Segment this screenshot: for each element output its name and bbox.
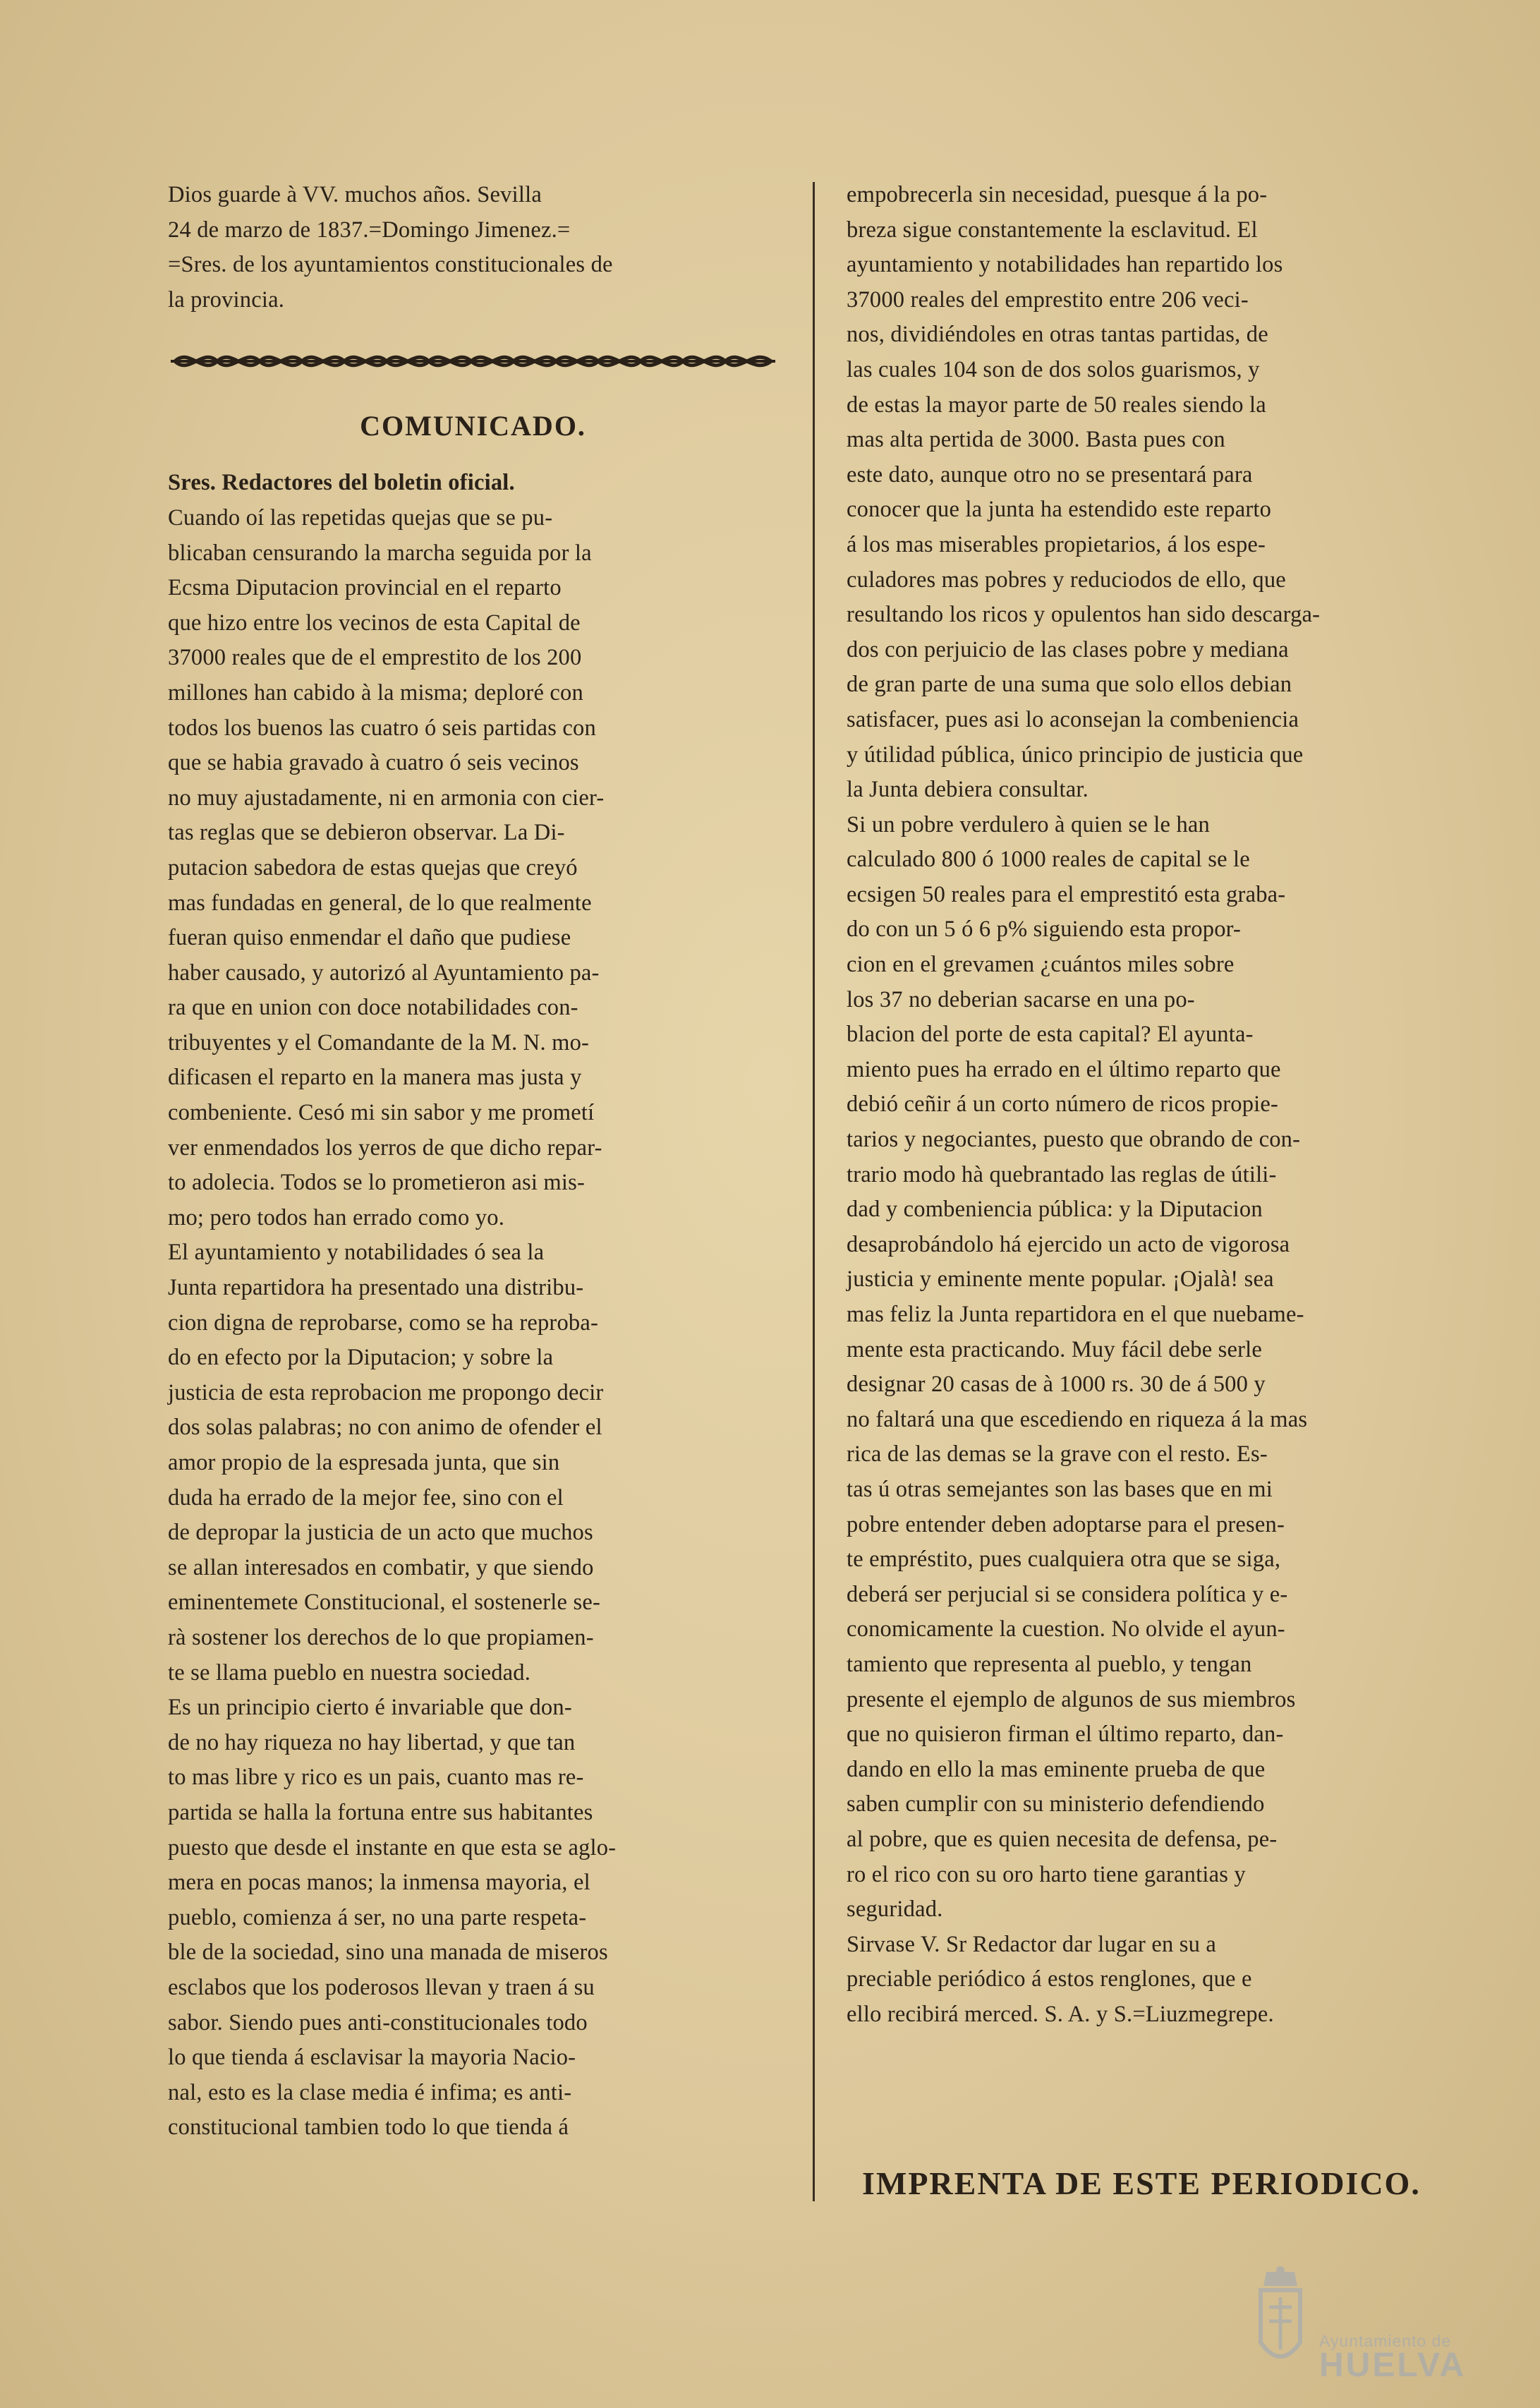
text-line: haber causado, y autorizó al Ayuntamiento pa- bbox=[168, 960, 600, 986]
text-line: combeniente. Cesó mi sin sabor y me prometí bbox=[168, 1100, 595, 1126]
right-column bbox=[847, 178, 1460, 2032]
text-line: cion digna de reprobarse, como se ha reproba- bbox=[168, 1309, 598, 1336]
text-line: pobre entender deben adoptarse para el presen- bbox=[847, 1511, 1285, 1537]
text-line: Junta repartidora ha presentado una distribu- bbox=[168, 1275, 584, 1301]
text-line: de estas la mayor parte de 50 reales siendo la bbox=[847, 392, 1266, 418]
text-line: ello recibirá merced. S. A. y S.=Liuzmegrepe. bbox=[847, 2001, 1274, 2027]
text-line: ra que en union con doce notabilidades con- bbox=[168, 995, 578, 1021]
text-line: todos los buenos las cuatro ó seis partidas con bbox=[168, 715, 596, 741]
text-line: duda ha errado de la mejor fee, sino con el bbox=[168, 1484, 564, 1511]
text-line: tribuyentes y el Comandante de la M. N. mo- bbox=[168, 1029, 590, 1055]
text-line: Dios guarde à VV. muchos años. Sevilla bbox=[168, 182, 542, 207]
text-line: no faltará una que escediendo en riqueza á la mas bbox=[847, 1406, 1308, 1432]
text-line: Es un principio cierto é invariable que don- bbox=[168, 1695, 572, 1721]
text-line: rica de las demas se la grave con el resto. Es- bbox=[847, 1441, 1268, 1468]
text-line: pueblo, comienza á ser, no una parte respeta- bbox=[168, 1904, 587, 1930]
text-line: de depropar la justicia de un acto que muchos bbox=[168, 1520, 593, 1546]
text-line: ecsigen 50 reales para el emprestitó esta graba- bbox=[847, 881, 1286, 907]
text-line: tas reglas que se debieron observar. La Di- bbox=[168, 820, 565, 846]
text-line: empobrecerla sin necesidad, puesque á la po- bbox=[847, 182, 1268, 207]
text-line: desaprobándolo há ejercido un acto de vigorosa bbox=[847, 1231, 1290, 1257]
text-line: la provincia. bbox=[168, 286, 285, 313]
text-line: sabor. Siendo pues anti-constitucionales todo bbox=[168, 2009, 588, 2035]
text-line: fueran quiso enmendar el daño que pudiese bbox=[168, 925, 571, 951]
text-line: ayuntamiento y notabilidades han repartido los bbox=[847, 252, 1283, 278]
left-body-text bbox=[168, 466, 778, 2146]
text-line: cion en el grevamen ¿cuántos miles sobre bbox=[847, 952, 1235, 978]
text-line: 37000 reales que de el emprestito de los 200 bbox=[168, 645, 582, 671]
text-line: preciable periódico á estos renglones, que e bbox=[847, 1966, 1252, 1992]
text-line: seguridad. bbox=[847, 1896, 943, 1923]
text-line: los 37 no deberian sacarse en una po- bbox=[847, 986, 1195, 1012]
text-line: que hizo entre los vecinos de esta Capital de bbox=[168, 610, 581, 636]
text-line: satisfacer, pues asi lo aconsejan la combeniencia bbox=[847, 706, 1299, 732]
heading-comunicado: COMUNICADO. bbox=[360, 410, 586, 442]
text-line: que se habia gravado à cuatro ó seis vecinos bbox=[168, 750, 579, 776]
left-column bbox=[168, 178, 778, 2146]
text-line: justicia y eminente mente popular. ¡Ojalà! sea bbox=[847, 1266, 1274, 1293]
text-line: eminentemete Constitucional, el sostenerle se- bbox=[168, 1590, 600, 1616]
right-body-text bbox=[847, 178, 1460, 2032]
text-line: de gran parte de una suma que solo ellos debian bbox=[847, 672, 1292, 698]
text-line: to adolecia. Todos se lo prometieron asi mis- bbox=[168, 1170, 586, 1196]
text-line: dando en ello la mas eminente prueba de que bbox=[847, 1756, 1266, 1782]
text-line: Sirvase V. Sr Redactor dar lugar en su a bbox=[847, 1931, 1216, 1957]
text-line: de no hay riqueza no hay libertad, y que tan bbox=[168, 1729, 576, 1755]
text-line: culadores mas pobres y reduciodos de ello, que bbox=[847, 567, 1286, 593]
text-line: mente esta practicando. Muy fácil debe serle bbox=[847, 1336, 1263, 1362]
text-line: al pobre, que es quien necesita de defensa, pe- bbox=[847, 1826, 1278, 1852]
text-line: breza sigue constantemente la esclavitud. El bbox=[847, 217, 1258, 243]
text-line: esclabos que los poderosos llevan y traen á su bbox=[168, 1974, 595, 2000]
text-line: conocer que la junta ha estendido este reparto bbox=[847, 497, 1272, 523]
text-line: rà sostener los derechos de lo que propiamen- bbox=[168, 1624, 594, 1650]
text-line: te empréstito, pues cualquiera otra que se siga, bbox=[847, 1547, 1281, 1573]
coat-of-arms-icon bbox=[1252, 2265, 1309, 2385]
text-line: ble de la sociedad, sino una manada de miseros bbox=[168, 1940, 608, 1966]
archive-watermark bbox=[1252, 2261, 1492, 2388]
text-line: do con un 5 ó 6 p% siguiendo esta propor- bbox=[847, 916, 1242, 943]
text-line: ro el rico con su oro harto tiene garantias y bbox=[847, 1861, 1246, 1887]
text-line: y útilidad pública, único principio de justicia que bbox=[847, 742, 1304, 768]
decorative-ornament-rule bbox=[168, 346, 778, 377]
text-line: la Junta debiera consultar. bbox=[847, 777, 1089, 803]
column-divider bbox=[813, 182, 815, 2201]
text-line: mo; pero todos han errado como yo. bbox=[168, 1204, 505, 1230]
text-line: lo que tienda á esclavisar la mayoria Nacio- bbox=[168, 2045, 576, 2071]
text-line: amor propio de la espresada junta, que sin bbox=[168, 1450, 560, 1475]
text-line: to mas libre y rico es un pais, cuanto mas re- bbox=[168, 1765, 584, 1791]
text-line: te se llama pueblo en nuestra sociedad. bbox=[168, 1659, 531, 1686]
text-line: dificasen el reparto en la manera mas justa y bbox=[168, 1065, 582, 1091]
text-line: conomicamente la cuestion. No olvide el ayun- bbox=[847, 1616, 1285, 1642]
text-line: debió ceñir á un corto número de ricos propie- bbox=[847, 1091, 1279, 1118]
text-line: Cuando oí las repetidas quejas que se pu- bbox=[168, 504, 553, 531]
text-line: dos solas palabras; no con animo de ofender el bbox=[168, 1415, 602, 1441]
text-line: este dato, aunque otro no se presentará para bbox=[847, 461, 1253, 488]
text-line: no muy ajustadamente, ni en armonia con cier- bbox=[168, 785, 605, 811]
watermark-label: Ayuntamiento de bbox=[1319, 2332, 1452, 2350]
text-line: las cuales 104 son de dos solos guarismos, y bbox=[847, 356, 1260, 382]
text-line: á los mas miserables propietarios, á los espe- bbox=[847, 531, 1266, 557]
text-line: Si un pobre verdulero à quien se le han bbox=[847, 811, 1211, 837]
text-line: deberá ser perjucial si se considera política y e- bbox=[847, 1581, 1288, 1607]
text-line: nal, esto es la clase media é infima; es anti- bbox=[168, 2079, 572, 2105]
show-through-text bbox=[875, 2057, 1467, 2141]
text-line: mas fundadas en general, de lo que realmente bbox=[168, 890, 592, 916]
text-line: justicia de esta reprobacion me propongo decir bbox=[168, 1379, 604, 1405]
text-line: blicaban censurando la marcha seguida por la bbox=[168, 540, 592, 566]
text-line: tarios y negociantes, puesto que obrando de con- bbox=[847, 1127, 1301, 1153]
text-line: mas alta pertida de 3000. Basta pues con bbox=[847, 427, 1225, 453]
text-line: puesto que desde el instante en que esta se aglo- bbox=[168, 1834, 617, 1861]
printer-imprint: IMPRENTA DE ESTE PERIODICO. bbox=[862, 2165, 1421, 2201]
text-line: putacion sabedora de estas quejas que creyó bbox=[168, 854, 578, 881]
text-line: partida se halla la fortuna entre sus habitantes bbox=[168, 1799, 593, 1825]
text-line: resultando los ricos y opulentos han sido descarga- bbox=[847, 602, 1321, 628]
text-line: =Sres. de los ayuntamientos constitucionales de bbox=[168, 252, 613, 278]
text-line: Sres. Redactores del boletin oficial. bbox=[168, 470, 515, 496]
watermark-name: HUELVA bbox=[1319, 2347, 1467, 2384]
text-line: ver enmendados los yerros de que dicho repar- bbox=[168, 1135, 602, 1161]
text-line: 24 de marzo de 1837.=Domingo Jimenez.= bbox=[168, 217, 571, 243]
text-line: que no quisieron firman el último reparto, dan- bbox=[847, 1722, 1284, 1748]
text-line: do en efecto por la Diputacion; y sobre la bbox=[168, 1345, 554, 1371]
text-line: saben cumplir con su ministerio defendiendo bbox=[847, 1791, 1265, 1817]
text-line: blacion del porte de esta capital? El ayunta- bbox=[847, 1022, 1254, 1048]
text-line: presente el ejemplo de algunos de sus miembros bbox=[847, 1686, 1296, 1712]
text-line: mas feliz la Junta repartidora en el que nuebame- bbox=[847, 1302, 1304, 1327]
text-line: nos, dividiéndoles en otras tantas partidas, de bbox=[847, 322, 1268, 348]
text-line: mera en pocas manos; la inmensa mayoria, el bbox=[168, 1870, 590, 1896]
text-line: se allan interesados en combatir, y que siendo bbox=[168, 1554, 594, 1580]
opening-paragraph bbox=[168, 178, 778, 317]
text-line: designar 20 casas de à 1000 rs. 30 de á 500 y bbox=[847, 1372, 1266, 1398]
text-line: El ayuntamiento y notabilidades ó sea la bbox=[168, 1240, 545, 1266]
text-line: dad y combeniencia pública: y la Diputacion bbox=[847, 1197, 1263, 1223]
text-line: constitucional tambien todo lo que tienda á bbox=[168, 2114, 569, 2141]
text-line: 37000 reales del emprestito entre 206 veci- bbox=[847, 286, 1249, 313]
text-line: Ecsma Diputacion provincial en el reparto bbox=[168, 575, 562, 601]
text-line: dos con perjuicio de las clases pobre y mediana bbox=[847, 636, 1289, 662]
text-line: millones han cabido à la misma; deploré con bbox=[168, 679, 583, 706]
text-line: calculado 800 ó 1000 reales de capital se le bbox=[847, 847, 1250, 873]
text-line: tamiento que representa al pueblo, y tengan bbox=[847, 1651, 1252, 1677]
text-line: miento pues ha errado en el último reparto que bbox=[847, 1056, 1281, 1082]
text-line: trario modo hà quebrantado las reglas de útili- bbox=[847, 1161, 1277, 1187]
text-line: tas ú otras semejantes son las bases que en mi bbox=[847, 1476, 1273, 1502]
